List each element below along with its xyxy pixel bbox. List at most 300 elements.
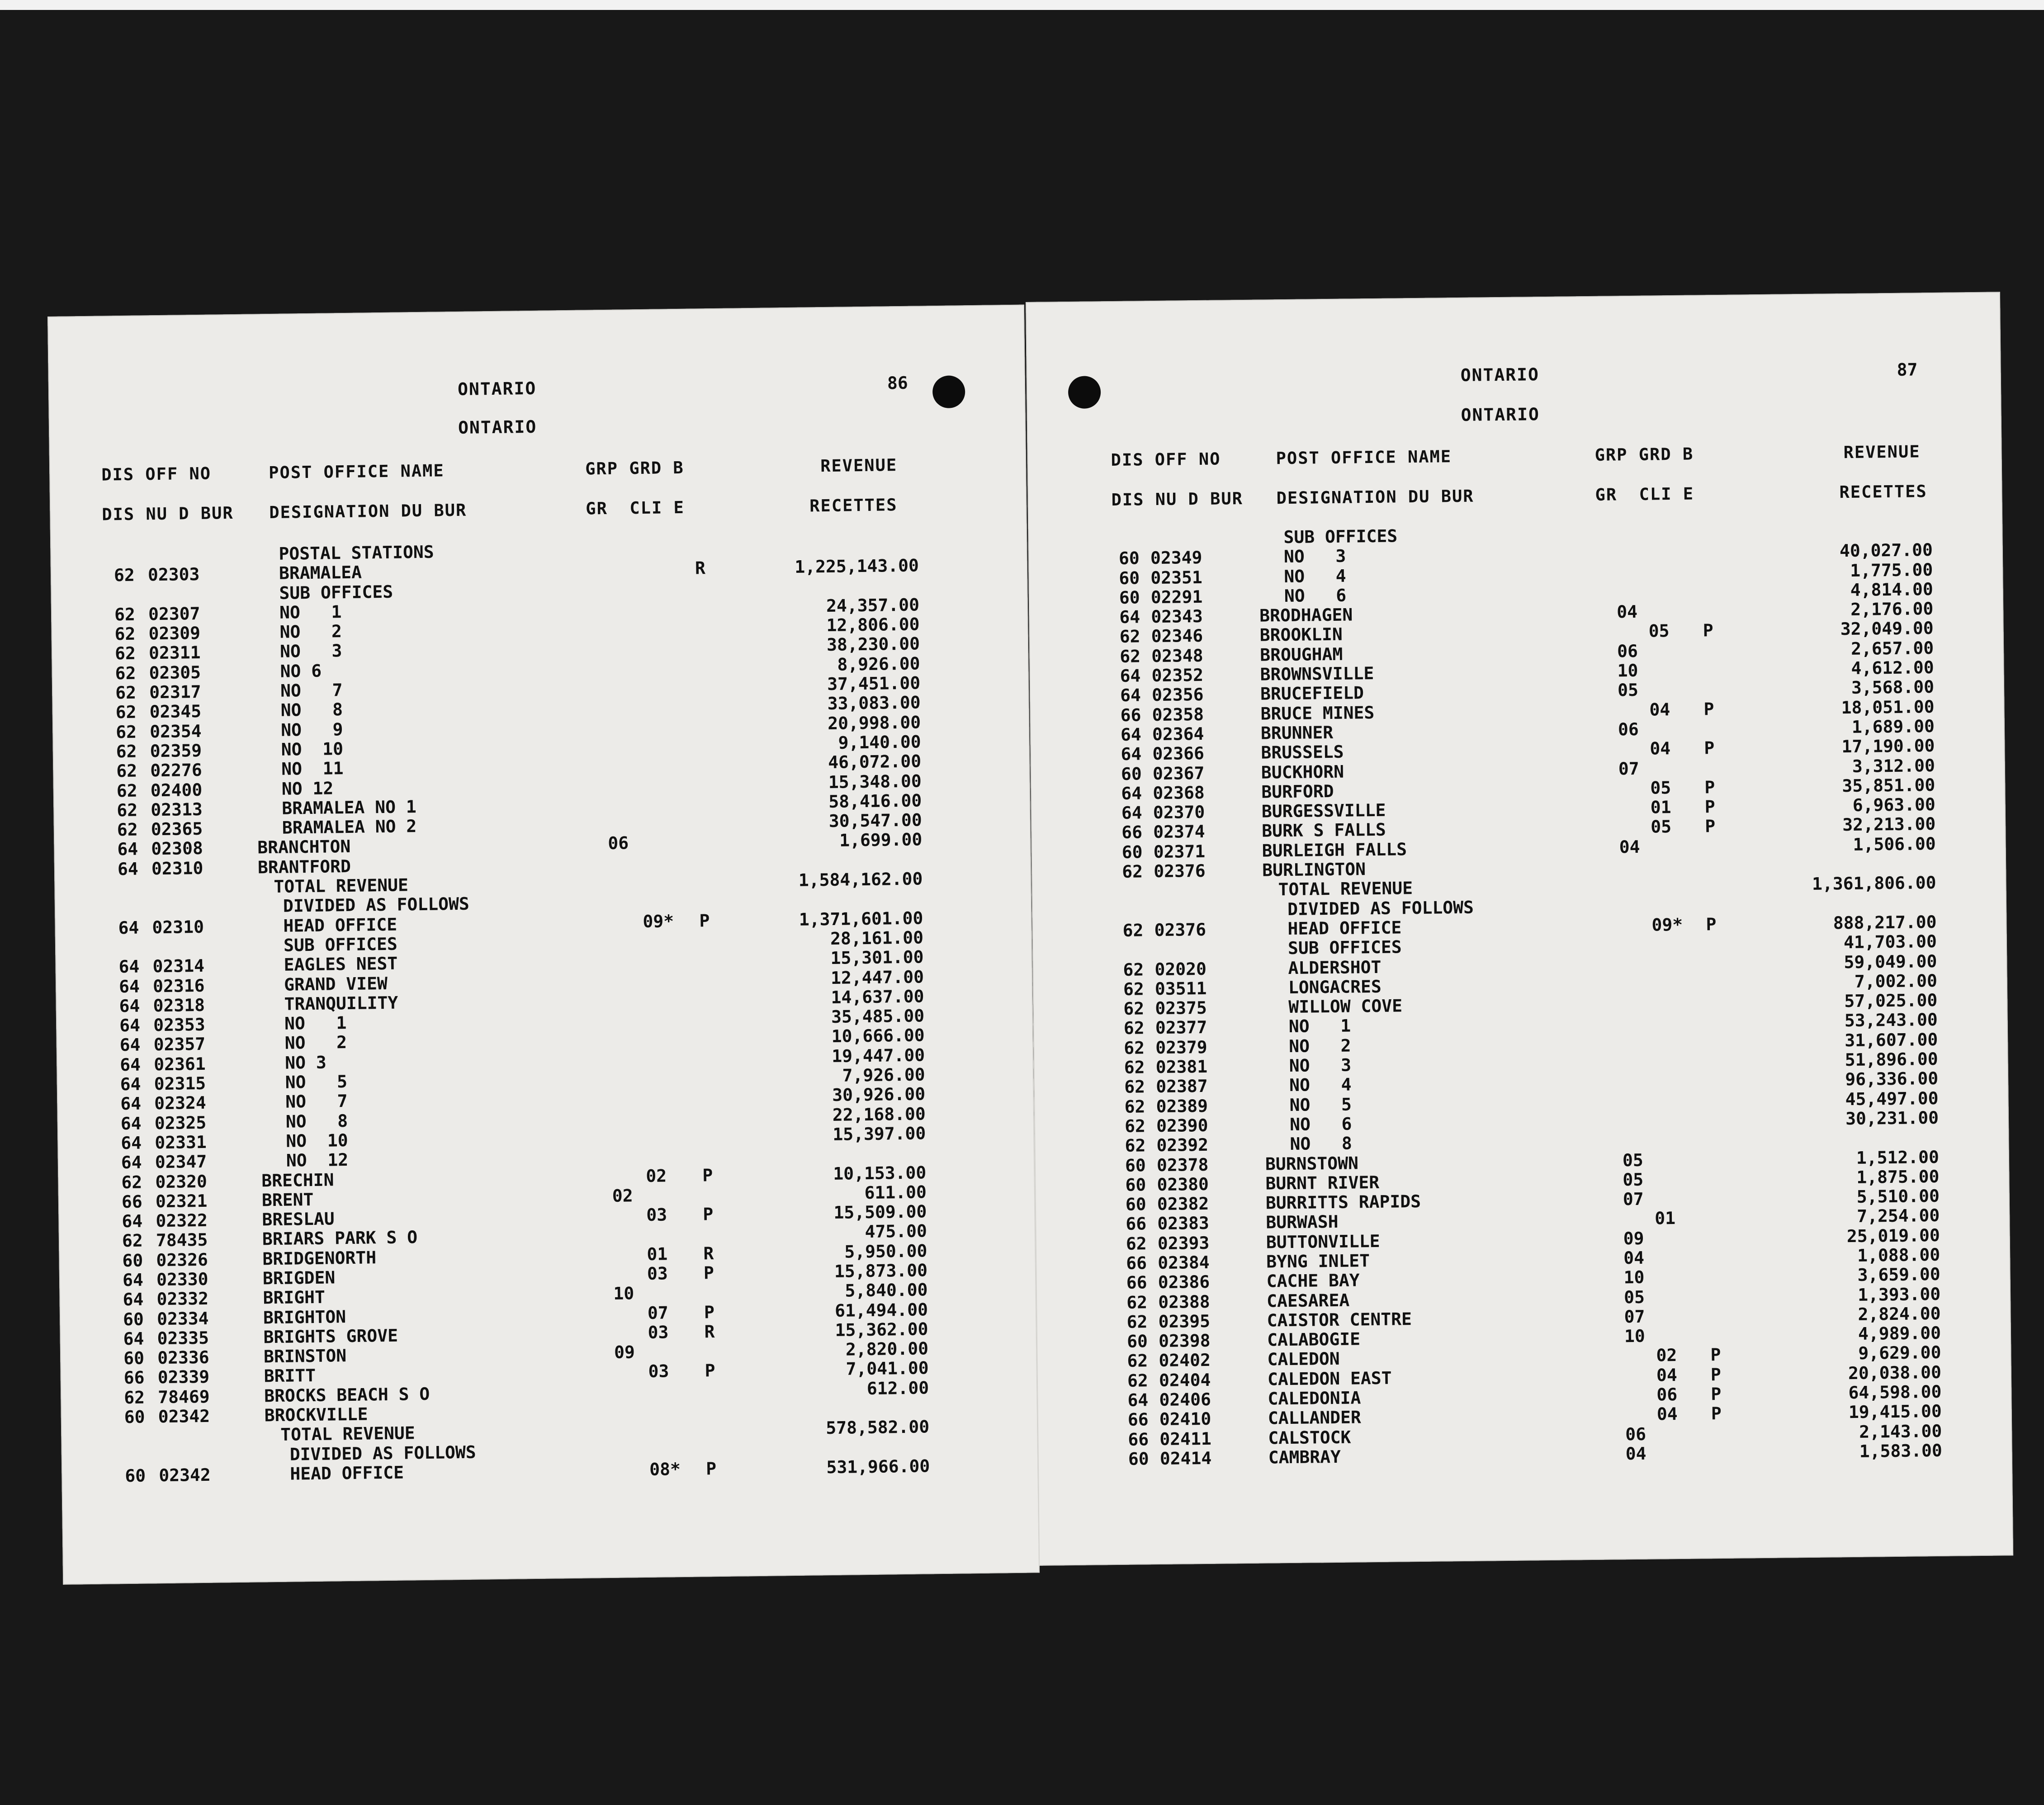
revenue-cell: 2,176.00 <box>1850 599 1934 620</box>
group-cell: 09 <box>1623 1228 1644 1248</box>
post-office-name-cell: BRECHIN <box>261 1169 334 1191</box>
office-number-cell: 02326 <box>156 1249 208 1270</box>
dis-cell: 60 <box>123 1309 144 1329</box>
grade-cell: 02 <box>1656 1345 1677 1366</box>
revenue-cell: 19,447.00 <box>831 1045 925 1066</box>
group-cell: 06 <box>1625 1424 1647 1444</box>
office-number-cell: 02336 <box>157 1347 209 1368</box>
post-office-name-cell: NO 3 <box>279 641 342 662</box>
post-office-name-cell: BRINSTON <box>263 1346 347 1367</box>
office-number-cell: 02020 <box>1154 959 1207 979</box>
post-office-name-cell: CAISTOR CENTRE <box>1267 1309 1412 1331</box>
revenue-cell: 475.00 <box>865 1221 927 1242</box>
office-number-cell: 02291 <box>1150 586 1203 608</box>
post-office-name-cell: SUB OFFICES <box>1287 937 1402 959</box>
dis-cell: 62 <box>115 663 136 684</box>
post-office-name-cell: NO 10 <box>286 1130 348 1151</box>
group-cell: 09 <box>614 1342 635 1363</box>
header-name-fr: DESIGNATION DU BUR <box>269 500 467 523</box>
post-office-name-cell: BYNG INLET <box>1266 1251 1370 1272</box>
revenue-cell: 4,612.00 <box>1851 657 1934 679</box>
post-office-name-cell: NO 6 <box>1284 585 1347 606</box>
header-dis-off: DIS OFF NO <box>101 463 212 485</box>
post-office-name-cell: DIVIDED AS FOLLOWS <box>289 1442 476 1465</box>
grade-cell: 04 <box>1656 1365 1677 1385</box>
group-cell: 10 <box>613 1283 634 1304</box>
revenue-cell: 18,051.00 <box>1841 696 1935 718</box>
office-number-cell: 02411 <box>1159 1428 1211 1449</box>
dis-cell: 62 <box>1127 1351 1148 1371</box>
grade-cell: 07 <box>647 1302 669 1323</box>
office-number-cell: 02310 <box>152 917 204 937</box>
header-revenue-fr: RECETTES <box>809 495 898 516</box>
post-office-name-cell: BUCKHORN <box>1261 761 1344 783</box>
revenue-cell: 7,926.00 <box>842 1064 925 1086</box>
header-grp: GRP GRD B <box>1595 444 1694 465</box>
post-office-name-cell: NO 3 <box>1283 546 1346 567</box>
post-office-name-cell: BRANCHTON <box>257 836 351 858</box>
revenue-cell: 15,873.00 <box>834 1260 928 1281</box>
post-office-name-cell: BRUSSELS <box>1261 742 1344 763</box>
office-number-cell: 02392 <box>1156 1135 1209 1156</box>
office-number-cell: 02370 <box>1153 802 1205 823</box>
group-cell: 05 <box>1623 1169 1644 1190</box>
post-office-name-cell: BRANTFORD <box>257 856 351 878</box>
page-subtitle: ONTARIO <box>1461 404 1540 425</box>
post-office-name-cell: WILLOW COVE <box>1288 996 1403 1017</box>
header-dis-off-fr: DIS NU D BUR <box>102 503 234 524</box>
grade-cell: 03 <box>648 1322 669 1342</box>
revenue-cell: 96,336.00 <box>1845 1068 1939 1090</box>
b-code-cell: P <box>1710 1364 1722 1385</box>
revenue-cell: 2,657.00 <box>1850 638 1934 659</box>
page-title: ONTARIO <box>457 378 537 399</box>
office-number-cell: 02354 <box>149 721 202 742</box>
post-office-name-cell: BROOKLIN <box>1259 624 1343 646</box>
dis-cell: 62 <box>114 643 136 664</box>
revenue-cell: 1,506.00 <box>1853 833 1936 855</box>
b-code-cell: P <box>1711 1384 1722 1404</box>
dis-cell: 62 <box>115 722 137 742</box>
header-name-fr: DESIGNATION DU BUR <box>1276 486 1474 508</box>
revenue-cell: 24,357.00 <box>826 595 920 616</box>
grade-cell: 04 <box>1656 1404 1678 1424</box>
post-office-name-cell: CALEDON <box>1267 1349 1340 1370</box>
office-number-cell: 02307 <box>148 603 200 624</box>
b-code-cell: R <box>695 558 706 578</box>
dis-cell: 62 <box>115 702 137 723</box>
office-number-cell: 02366 <box>1152 743 1205 764</box>
dis-cell: 64 <box>120 1113 142 1134</box>
revenue-cell: 37,451.00 <box>827 673 921 695</box>
dis-cell: 66 <box>1127 1409 1149 1430</box>
dis-cell: 62 <box>1124 1057 1145 1077</box>
revenue-cell: 578,582.00 <box>826 1417 930 1438</box>
revenue-cell: 5,510.00 <box>1856 1186 1940 1207</box>
office-number-cell: 02382 <box>1157 1193 1209 1214</box>
dis-cell: 64 <box>1120 685 1141 706</box>
revenue-cell: 20,998.00 <box>827 712 921 733</box>
b-code-cell: P <box>699 910 710 931</box>
header-grp-fr: GR CLI E <box>1595 484 1694 505</box>
revenue-cell: 15,348.00 <box>828 771 922 792</box>
post-office-name-cell: BRITT <box>264 1366 316 1386</box>
revenue-cell: 2,143.00 <box>1859 1421 1942 1442</box>
office-number-cell: 02345 <box>149 701 202 722</box>
dis-cell: 64 <box>123 1289 144 1310</box>
revenue-cell: 611.00 <box>864 1182 927 1203</box>
post-office-name-cell: BRIGHTON <box>263 1306 346 1328</box>
dis-cell: 62 <box>1119 646 1141 666</box>
b-code-cell: P <box>1710 1345 1721 1365</box>
revenue-cell: 20,038.00 <box>1848 1362 1942 1383</box>
revenue-cell: 1,775.00 <box>1850 559 1933 581</box>
dis-cell: 62 <box>1124 1038 1145 1058</box>
revenue-cell: 30,547.00 <box>828 810 923 832</box>
revenue-cell: 4,814.00 <box>1850 579 1933 600</box>
dis-cell: 64 <box>119 1015 141 1036</box>
b-code-cell: P <box>703 1204 714 1224</box>
post-office-name-cell: EAGLES NEST <box>284 953 398 975</box>
dis-cell: 60 <box>124 1407 145 1427</box>
revenue-cell: 22,168.00 <box>832 1104 926 1125</box>
group-cell: 06 <box>608 833 629 854</box>
post-office-name-cell: BURWASH <box>1266 1212 1339 1233</box>
post-office-name-cell: NO 7 <box>280 680 343 701</box>
revenue-cell: 35,851.00 <box>1842 775 1935 796</box>
grade-cell: 05 <box>1651 817 1672 837</box>
revenue-cell: 64,598.00 <box>1848 1381 1942 1403</box>
post-office-name-cell: NO 3 <box>284 1052 326 1073</box>
post-office-name-cell: NO 2 <box>1289 1035 1351 1056</box>
revenue-cell: 1,225,143.00 <box>795 555 919 577</box>
office-number-cell: 02311 <box>148 643 201 663</box>
revenue-cell: 1,088.00 <box>1857 1244 1940 1266</box>
dis-cell: 60 <box>1119 587 1140 608</box>
post-office-name-cell: BRUCEFIELD <box>1260 683 1364 704</box>
dis-cell: 62 <box>1124 1096 1145 1117</box>
b-code-cell: R <box>703 1243 714 1264</box>
page-subtitle: ONTARIO <box>458 416 537 438</box>
revenue-cell: 531,966.00 <box>826 1456 930 1478</box>
post-office-name-cell: SUB OFFICES <box>1283 526 1398 548</box>
dis-cell: 60 <box>123 1348 145 1369</box>
office-number-cell: 02309 <box>148 623 201 644</box>
office-number-cell: 78469 <box>157 1386 210 1407</box>
dis-cell: 62 <box>117 819 138 840</box>
dis-cell: 64 <box>1121 803 1142 823</box>
post-office-name-cell: CALABOGIE <box>1267 1329 1361 1350</box>
revenue-cell: 1,393.00 <box>1857 1284 1941 1305</box>
group-cell: 06 <box>1617 641 1638 662</box>
post-office-name-cell: BRUCE MINES <box>1260 702 1375 724</box>
revenue-cell: 7,254.00 <box>1857 1205 1940 1227</box>
post-office-name-cell: SUB OFFICES <box>279 581 393 603</box>
office-number-cell: 02351 <box>1150 567 1203 588</box>
dis-cell: 62 <box>122 1230 143 1251</box>
grade-cell: 05 <box>1648 621 1670 642</box>
office-number-cell: 02303 <box>147 564 200 585</box>
group-cell: 10 <box>1623 1267 1645 1288</box>
office-number-cell: 02324 <box>154 1093 206 1114</box>
dis-cell: 64 <box>1127 1390 1149 1410</box>
office-number-cell: 02317 <box>149 681 201 703</box>
office-number-cell: 02321 <box>155 1191 208 1212</box>
office-number-cell: 02410 <box>1159 1409 1211 1430</box>
grade-cell: 02 <box>646 1165 667 1186</box>
revenue-cell: 3,568.00 <box>1851 677 1935 698</box>
revenue-cell: 41,703.00 <box>1843 931 1937 953</box>
b-code-cell: P <box>1711 1403 1722 1424</box>
revenue-cell: 2,824.00 <box>1858 1303 1941 1324</box>
post-office-name-cell: NO 6 <box>280 661 322 681</box>
dis-cell: 66 <box>1126 1272 1147 1293</box>
dis-cell: 62 <box>116 741 137 762</box>
post-office-name-cell: HEAD OFFICE <box>290 1462 404 1484</box>
office-number-cell: 02334 <box>156 1308 209 1329</box>
dis-cell: 62 <box>1123 979 1144 999</box>
revenue-cell: 61,494.00 <box>834 1299 928 1321</box>
revenue-cell: 5,950.00 <box>844 1241 927 1262</box>
post-office-name-cell: BURLINGTON <box>1262 859 1366 880</box>
post-office-name-cell: NO 3 <box>1289 1055 1352 1076</box>
revenue-cell: 1,689.00 <box>1851 716 1935 737</box>
post-office-name-cell: NO 6 <box>1289 1114 1352 1134</box>
office-number-cell: 02316 <box>152 975 205 996</box>
grade-cell: 03 <box>648 1361 669 1382</box>
post-office-name-cell: BRIGDEN <box>262 1267 336 1289</box>
post-office-name-cell: GRAND VIEW <box>284 973 388 995</box>
revenue-cell: 14,637.00 <box>831 986 924 1007</box>
post-office-name-cell: BRODHAGEN <box>1259 605 1353 626</box>
office-number-cell: 02386 <box>1158 1272 1210 1293</box>
dis-cell: 62 <box>1127 1370 1148 1391</box>
office-number-cell: 02361 <box>153 1054 206 1074</box>
b-code-cell: P <box>705 1361 715 1381</box>
dis-cell: 62 <box>1122 920 1144 940</box>
dis-cell: 64 <box>1121 783 1142 803</box>
post-office-name-cell: NO 4 <box>1289 1074 1352 1096</box>
group-cell: 04 <box>1619 836 1640 857</box>
post-office-name-cell: NO 1 <box>284 1013 347 1034</box>
post-office-name-cell: CALEDONIA <box>1268 1388 1361 1409</box>
post-office-name-cell: POSTAL STATIONS <box>279 542 434 564</box>
film-edge <box>0 0 2044 10</box>
office-number-cell: 02322 <box>156 1210 208 1231</box>
office-number-cell: 02380 <box>1157 1174 1209 1195</box>
revenue-cell: 10,666.00 <box>831 1025 925 1047</box>
office-number-cell: 02358 <box>1152 704 1204 725</box>
office-number-cell: 02371 <box>1153 841 1206 862</box>
dis-cell: 64 <box>119 1035 141 1055</box>
dis-cell: 66 <box>1128 1429 1149 1450</box>
revenue-cell: 59,049.00 <box>1844 951 1937 972</box>
post-office-name-cell: TOTAL REVENUE <box>274 875 409 897</box>
office-number-cell: 02352 <box>1151 665 1204 686</box>
revenue-cell: 888,217.00 <box>1833 912 1937 933</box>
post-office-name-cell: HEAD OFFICE <box>1287 917 1402 939</box>
post-office-name-cell: TOTAL REVENUE <box>280 1423 415 1445</box>
revenue-cell: 9,140.00 <box>838 732 921 753</box>
office-number-cell: 02276 <box>150 760 202 781</box>
dis-cell: 66 <box>1120 705 1141 725</box>
post-office-name-cell: NO 10 <box>281 739 344 760</box>
office-number-cell: 02406 <box>1159 1389 1211 1410</box>
dis-cell: 62 <box>1124 1116 1146 1136</box>
b-code-cell: P <box>1704 797 1715 817</box>
dis-cell: 64 <box>118 976 140 997</box>
grade-cell: 01 <box>647 1244 668 1264</box>
revenue-cell: 1,584,162.00 <box>798 869 923 890</box>
office-number-cell: 02346 <box>1151 626 1203 647</box>
post-office-name-cell: BRIARS PARK S O <box>262 1227 418 1249</box>
post-office-name-cell: ALDERSHOT <box>1288 957 1382 978</box>
b-code-cell: P <box>704 1302 715 1323</box>
revenue-cell: 7,041.00 <box>846 1358 929 1380</box>
office-number-cell: 02364 <box>1152 723 1204 745</box>
revenue-cell: 53,243.00 <box>1844 1010 1938 1031</box>
post-office-name-cell: HEAD OFFICE <box>283 914 397 936</box>
dis-cell: 60 <box>125 1465 146 1486</box>
office-number-cell: 02368 <box>1153 782 1205 803</box>
group-cell: 05 <box>1617 680 1639 700</box>
b-code-cell: P <box>1706 914 1717 935</box>
revenue-cell: 3,312.00 <box>1852 755 1935 776</box>
post-office-name-cell: DIVIDED AS FOLLOWS <box>1287 897 1474 919</box>
revenue-cell: 31,607.00 <box>1845 1029 1938 1050</box>
revenue-cell: 1,583.00 <box>1859 1440 1942 1461</box>
office-number-cell: 02318 <box>153 995 205 1016</box>
post-office-name-cell: NO 4 <box>1284 566 1346 586</box>
post-office-name-cell: CAESAREA <box>1266 1290 1350 1311</box>
dis-cell: 64 <box>120 1074 141 1095</box>
dis-cell: 60 <box>1125 1194 1146 1214</box>
revenue-cell: 35,485.00 <box>831 1006 925 1027</box>
office-number-cell: 02390 <box>1156 1115 1208 1136</box>
office-number-cell: 02359 <box>150 740 202 761</box>
office-number-cell: 02331 <box>155 1132 207 1153</box>
post-office-name-cell: BROWNSVILLE <box>1260 663 1374 685</box>
post-office-name-cell: SUB OFFICES <box>283 934 397 955</box>
revenue-cell: 1,371,601.00 <box>799 908 923 930</box>
post-office-name-cell: BRAMALEA NO 2 <box>282 816 417 838</box>
office-number-cell: 02332 <box>156 1289 209 1309</box>
revenue-cell: 8,926.00 <box>837 653 920 675</box>
dis-cell: 62 <box>116 780 137 801</box>
dis-cell: 62 <box>117 800 138 821</box>
dis-cell: 64 <box>117 859 138 879</box>
office-number-cell: 02335 <box>157 1328 209 1349</box>
revenue-cell: 12,447.00 <box>830 966 924 988</box>
office-number-cell: 02381 <box>1155 1056 1208 1077</box>
revenue-cell: 57,025.00 <box>1844 990 1938 1011</box>
dis-cell: 64 <box>119 996 140 1016</box>
revenue-cell <box>729 537 918 539</box>
post-office-name-cell: CAMBRAY <box>1268 1446 1341 1468</box>
dis-cell: 64 <box>118 956 140 977</box>
group-cell: 07 <box>1623 1189 1644 1210</box>
dis-cell: 62 <box>1126 1233 1147 1254</box>
post-office-name-cell: NO 5 <box>1289 1094 1352 1115</box>
dis-cell: 64 <box>122 1270 144 1290</box>
office-number-cell: 02325 <box>154 1112 207 1133</box>
revenue-cell: 17,190.00 <box>1841 736 1935 757</box>
revenue-cell: 3,659.00 <box>1857 1264 1940 1285</box>
post-office-name-cell: BRIGHTS GROVE <box>263 1325 398 1347</box>
post-office-name-cell: LONGACRES <box>1288 976 1382 997</box>
dis-cell: 60 <box>1118 548 1140 569</box>
post-office-name-cell: BUTTONVILLE <box>1266 1231 1380 1252</box>
office-number-cell: 03511 <box>1154 978 1207 999</box>
dis-cell: 64 <box>1121 744 1142 765</box>
office-number-cell: 02384 <box>1158 1252 1210 1273</box>
post-office-name-cell: NO 11 <box>281 758 344 780</box>
revenue-cell: 25,019.00 <box>1846 1225 1940 1246</box>
office-number-cell: 02383 <box>1157 1213 1209 1234</box>
dis-cell: 66 <box>121 1191 142 1212</box>
post-office-name-cell: NO 8 <box>1290 1133 1353 1154</box>
ledger-rows <box>50 535 1038 1487</box>
office-number-cell: 02374 <box>1153 822 1205 842</box>
header-name: POST OFFICE NAME <box>268 461 445 483</box>
page-title: ONTARIO <box>1460 364 1540 385</box>
grade-cell: 09* <box>1651 914 1683 935</box>
dis-cell: 66 <box>1126 1253 1147 1273</box>
office-number-cell: 02377 <box>1155 1017 1207 1038</box>
dis-cell: 62 <box>114 624 136 644</box>
dis-cell: 62 <box>1125 1135 1146 1156</box>
header-dis-off-fr: DIS NU D BUR <box>1111 488 1244 510</box>
revenue-cell: 40,027.00 <box>1839 540 1933 561</box>
office-number-cell: 02393 <box>1157 1233 1210 1253</box>
revenue-cell: 1,512.00 <box>1856 1147 1940 1168</box>
office-number-cell: 02376 <box>1154 919 1207 940</box>
office-number-cell: 02376 <box>1153 860 1206 882</box>
revenue-cell: 33,083.00 <box>827 692 921 714</box>
post-office-name-cell: BURNT RIVER <box>1265 1172 1380 1194</box>
office-number-cell: 02348 <box>1151 645 1203 666</box>
office-number-cell: 02349 <box>1150 548 1202 568</box>
office-number-cell: 02314 <box>152 956 205 977</box>
revenue-cell: 30,926.00 <box>832 1084 926 1106</box>
dis-cell: 60 <box>1121 842 1143 862</box>
post-office-name-cell: BROUGHAM <box>1259 644 1343 665</box>
b-code-cell: P <box>1704 738 1715 758</box>
ledger-page-86 <box>47 305 1040 1585</box>
group-cell: 05 <box>1623 1287 1645 1307</box>
dis-cell: 64 <box>121 1152 142 1173</box>
post-office-name-cell: NO 1 <box>279 601 342 623</box>
post-office-name-cell: BRUNNER <box>1260 722 1334 743</box>
post-office-name-cell: NO 1 <box>1288 1016 1351 1037</box>
dis-cell: 62 <box>1126 1312 1148 1332</box>
header-revenue-fr: RECETTES <box>1839 482 1927 502</box>
dis-cell: 62 <box>1123 959 1144 980</box>
group-cell: 10 <box>1617 660 1638 681</box>
revenue-cell: 32,213.00 <box>1842 814 1936 835</box>
post-office-name-cell: NO 9 <box>280 719 343 740</box>
office-number-cell: 02378 <box>1156 1154 1209 1175</box>
office-number-cell: 02389 <box>1156 1096 1208 1116</box>
b-code-cell: P <box>703 1263 714 1283</box>
group-cell: 10 <box>1624 1326 1646 1347</box>
office-number-cell: 02379 <box>1155 1037 1207 1058</box>
revenue-cell: 2,820.00 <box>845 1338 929 1360</box>
dis-cell: 62 <box>123 1387 145 1408</box>
post-office-name-cell: BURRITTS RAPIDS <box>1265 1191 1421 1213</box>
group-cell: 07 <box>1618 758 1639 779</box>
revenue-cell: 45,497.00 <box>1845 1088 1939 1109</box>
